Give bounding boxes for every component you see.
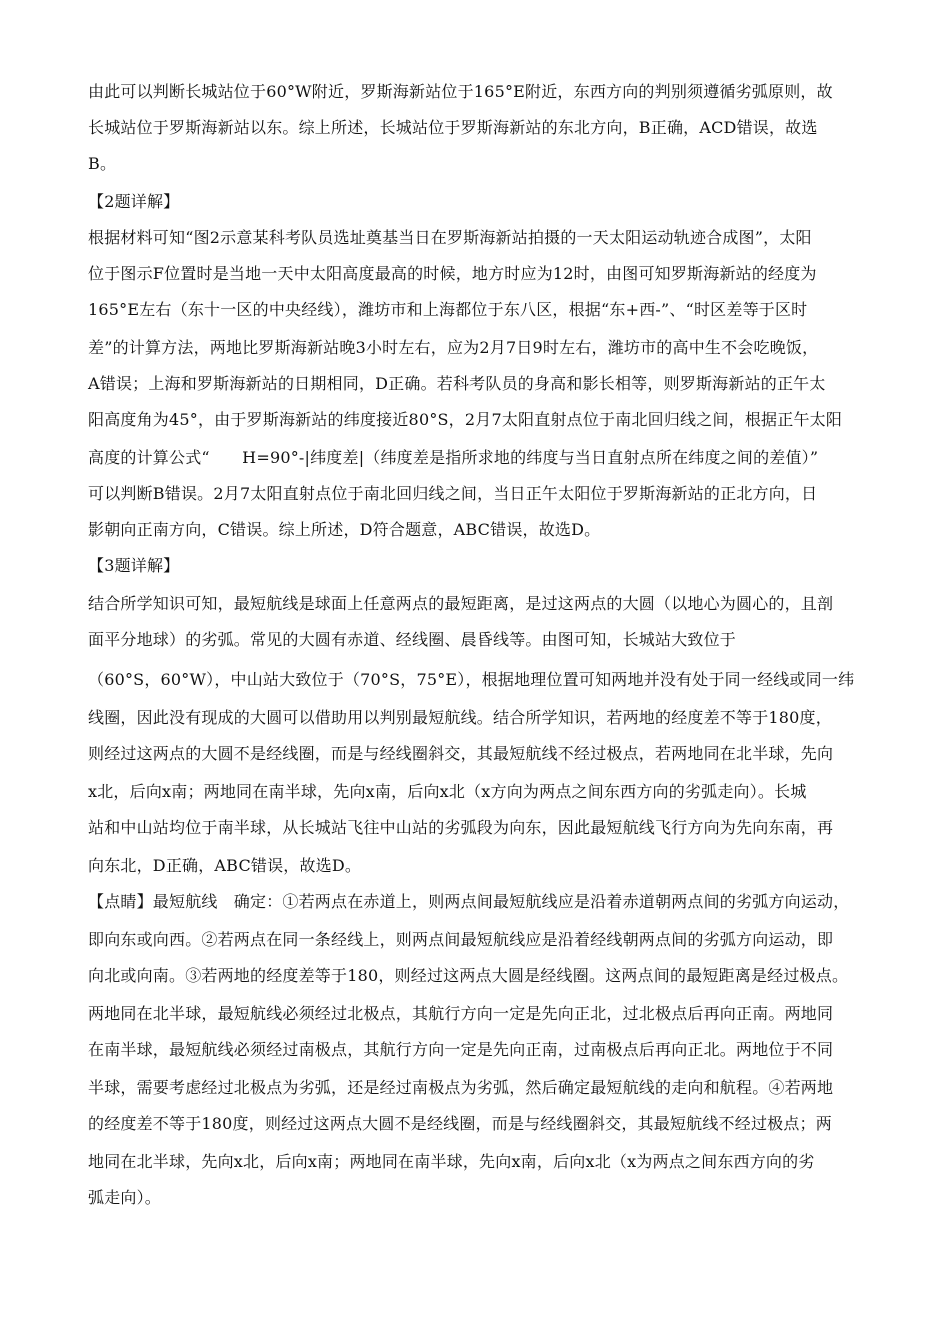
text-line: （60°S，60°W），中山站大致位于（70°S，75°E），根据地理位置可知两地并没有处于同一经线或同一纬: [88, 670, 855, 689]
text-line: 位于图示F位置时是当地一天中太阳高度最高的时候，地方时应为12时，由图可知罗斯海新站的经度为: [88, 264, 817, 283]
text-line: 影朝向正南方向，C错误。综上所述，D符合题意，ABC错误，故选D。: [88, 520, 601, 539]
text-line: 165°E左右（东十一区的中央经线），潍坊市和上海都位于东八区，根据“东+西-”、“时区差等于区时: [88, 300, 808, 319]
text-line: 两地同在北半球，最短航线必须经过北极点，其航行方向一定是先向正北，过北极点后再向正南。两地同: [88, 1004, 834, 1023]
text-line: x北，后向x南；两地同在南半球，先向x南，后向x北（x方向为两点之间东西方向的劣弧走向）。长城: [88, 782, 807, 801]
text-line: 站和中山站均位于南半球，从长城站飞往中山站的劣弧段为向东，因此最短航线飞行方向为先向东南，再: [88, 818, 834, 837]
text-line: 可以判断B错误。2月7太阳直射点位于南北回归线之间，当日正午太阳位于罗斯海新站的正北方向，日: [88, 484, 818, 503]
text-line: 地同在北半球，先向x北，后向x南；两地同在南半球，先向x南，后向x北（x为两点之间东西方向的劣: [88, 1152, 815, 1171]
section-heading-q2: 【2题详解】: [88, 192, 180, 211]
note-heading: 【点睛】最短航线 确定：①若两点在赤道上，则两点间最短航线应是沿着赤道朝两点间的劣弧方向运动，: [88, 892, 850, 911]
text-line: 则经过这两点的大圆不是经线圈，而是与经线圈斜交，其最短航线不经过极点，若两地同在北半球，先向: [88, 744, 834, 763]
text-line: 即向东或向西。②若两点在同一条经线上，则两点间最短航线应是沿着经线朝两点间的劣弧方向运动，即: [88, 930, 834, 949]
text-line: 差”的计算方法，两地比罗斯海新站晚3小时左右，应为2月7日9时左右，潍坊市的高中生不会吃晚饭，: [88, 338, 819, 357]
text-line: 由此可以判断长城站位于60°W附近，罗斯海新站位于165°E附近，东西方向的判别须遵循劣弧原则，故: [88, 82, 833, 101]
text-line: 的经度差不等于180度，则经过这两点大圆不是经线圈，而是与经线圈斜交，其最短航线不经过极点；两: [88, 1114, 832, 1133]
text-line: 阳高度角为45°，由于罗斯海新站的纬度接近80°S，2月7太阳直射点位于南北回归线之间，根据正午太阳: [88, 410, 843, 429]
text-line: B。: [88, 154, 117, 173]
text-line: 线圈，因此没有现成的大圆可以借助用以判别最短航线。结合所学知识，若两地的经度差不等于180度，: [88, 708, 832, 727]
section-heading-q3: 【3题详解】: [88, 556, 180, 575]
text-line: 结合所学知识可知，最短航线是球面上任意两点的最短距离，是过这两点的大圆（以地心为圆心的，且剖: [88, 594, 834, 613]
text-line: 面平分地球）的劣弧。常见的大圆有赤道、经线圈、晨昏线等。由图可知，长城站大致位于: [88, 630, 737, 649]
text-line: 在南半球，最短航线必须经过南极点，其航行方向一定是先向正南，过南极点后再向正北。两地位于不同: [88, 1040, 834, 1059]
text-line: A错误；上海和罗斯海新站的日期相同，D正确。若科考队员的身高和影长相等，则罗斯海新站的正午太: [88, 374, 826, 393]
text-line: 半球，需要考虑经过北极点为劣弧，还是经过南极点为劣弧，然后确定最短航线的走向和航程。④若两地: [88, 1078, 834, 1097]
text-line: 根据材料可知“图2示意某科考队员选址奠基当日在罗斯海新站拍摄的一天太阳运动轨迹合成图”，太阳: [88, 228, 812, 247]
text-line: 弧走向）。: [88, 1188, 162, 1207]
formula-line: 高度的计算公式“ H=90°-|纬度差|（纬度差是指所求地的纬度与当日直射点所在纬度之间的差值）”: [88, 448, 819, 467]
text-line: 长城站位于罗斯海新站以东。综上所述，长城站位于罗斯海新站的东北方向，B正确，ACD错误，故选: [88, 118, 818, 137]
text-line: 向东北，D正确，ABC错误，故选D。: [88, 856, 362, 875]
text-line: 向北或向南。③若两地的经度差等于180，则经过这两点大圆是经线圈。这两点间的最短距离是经过极点。: [88, 966, 849, 985]
